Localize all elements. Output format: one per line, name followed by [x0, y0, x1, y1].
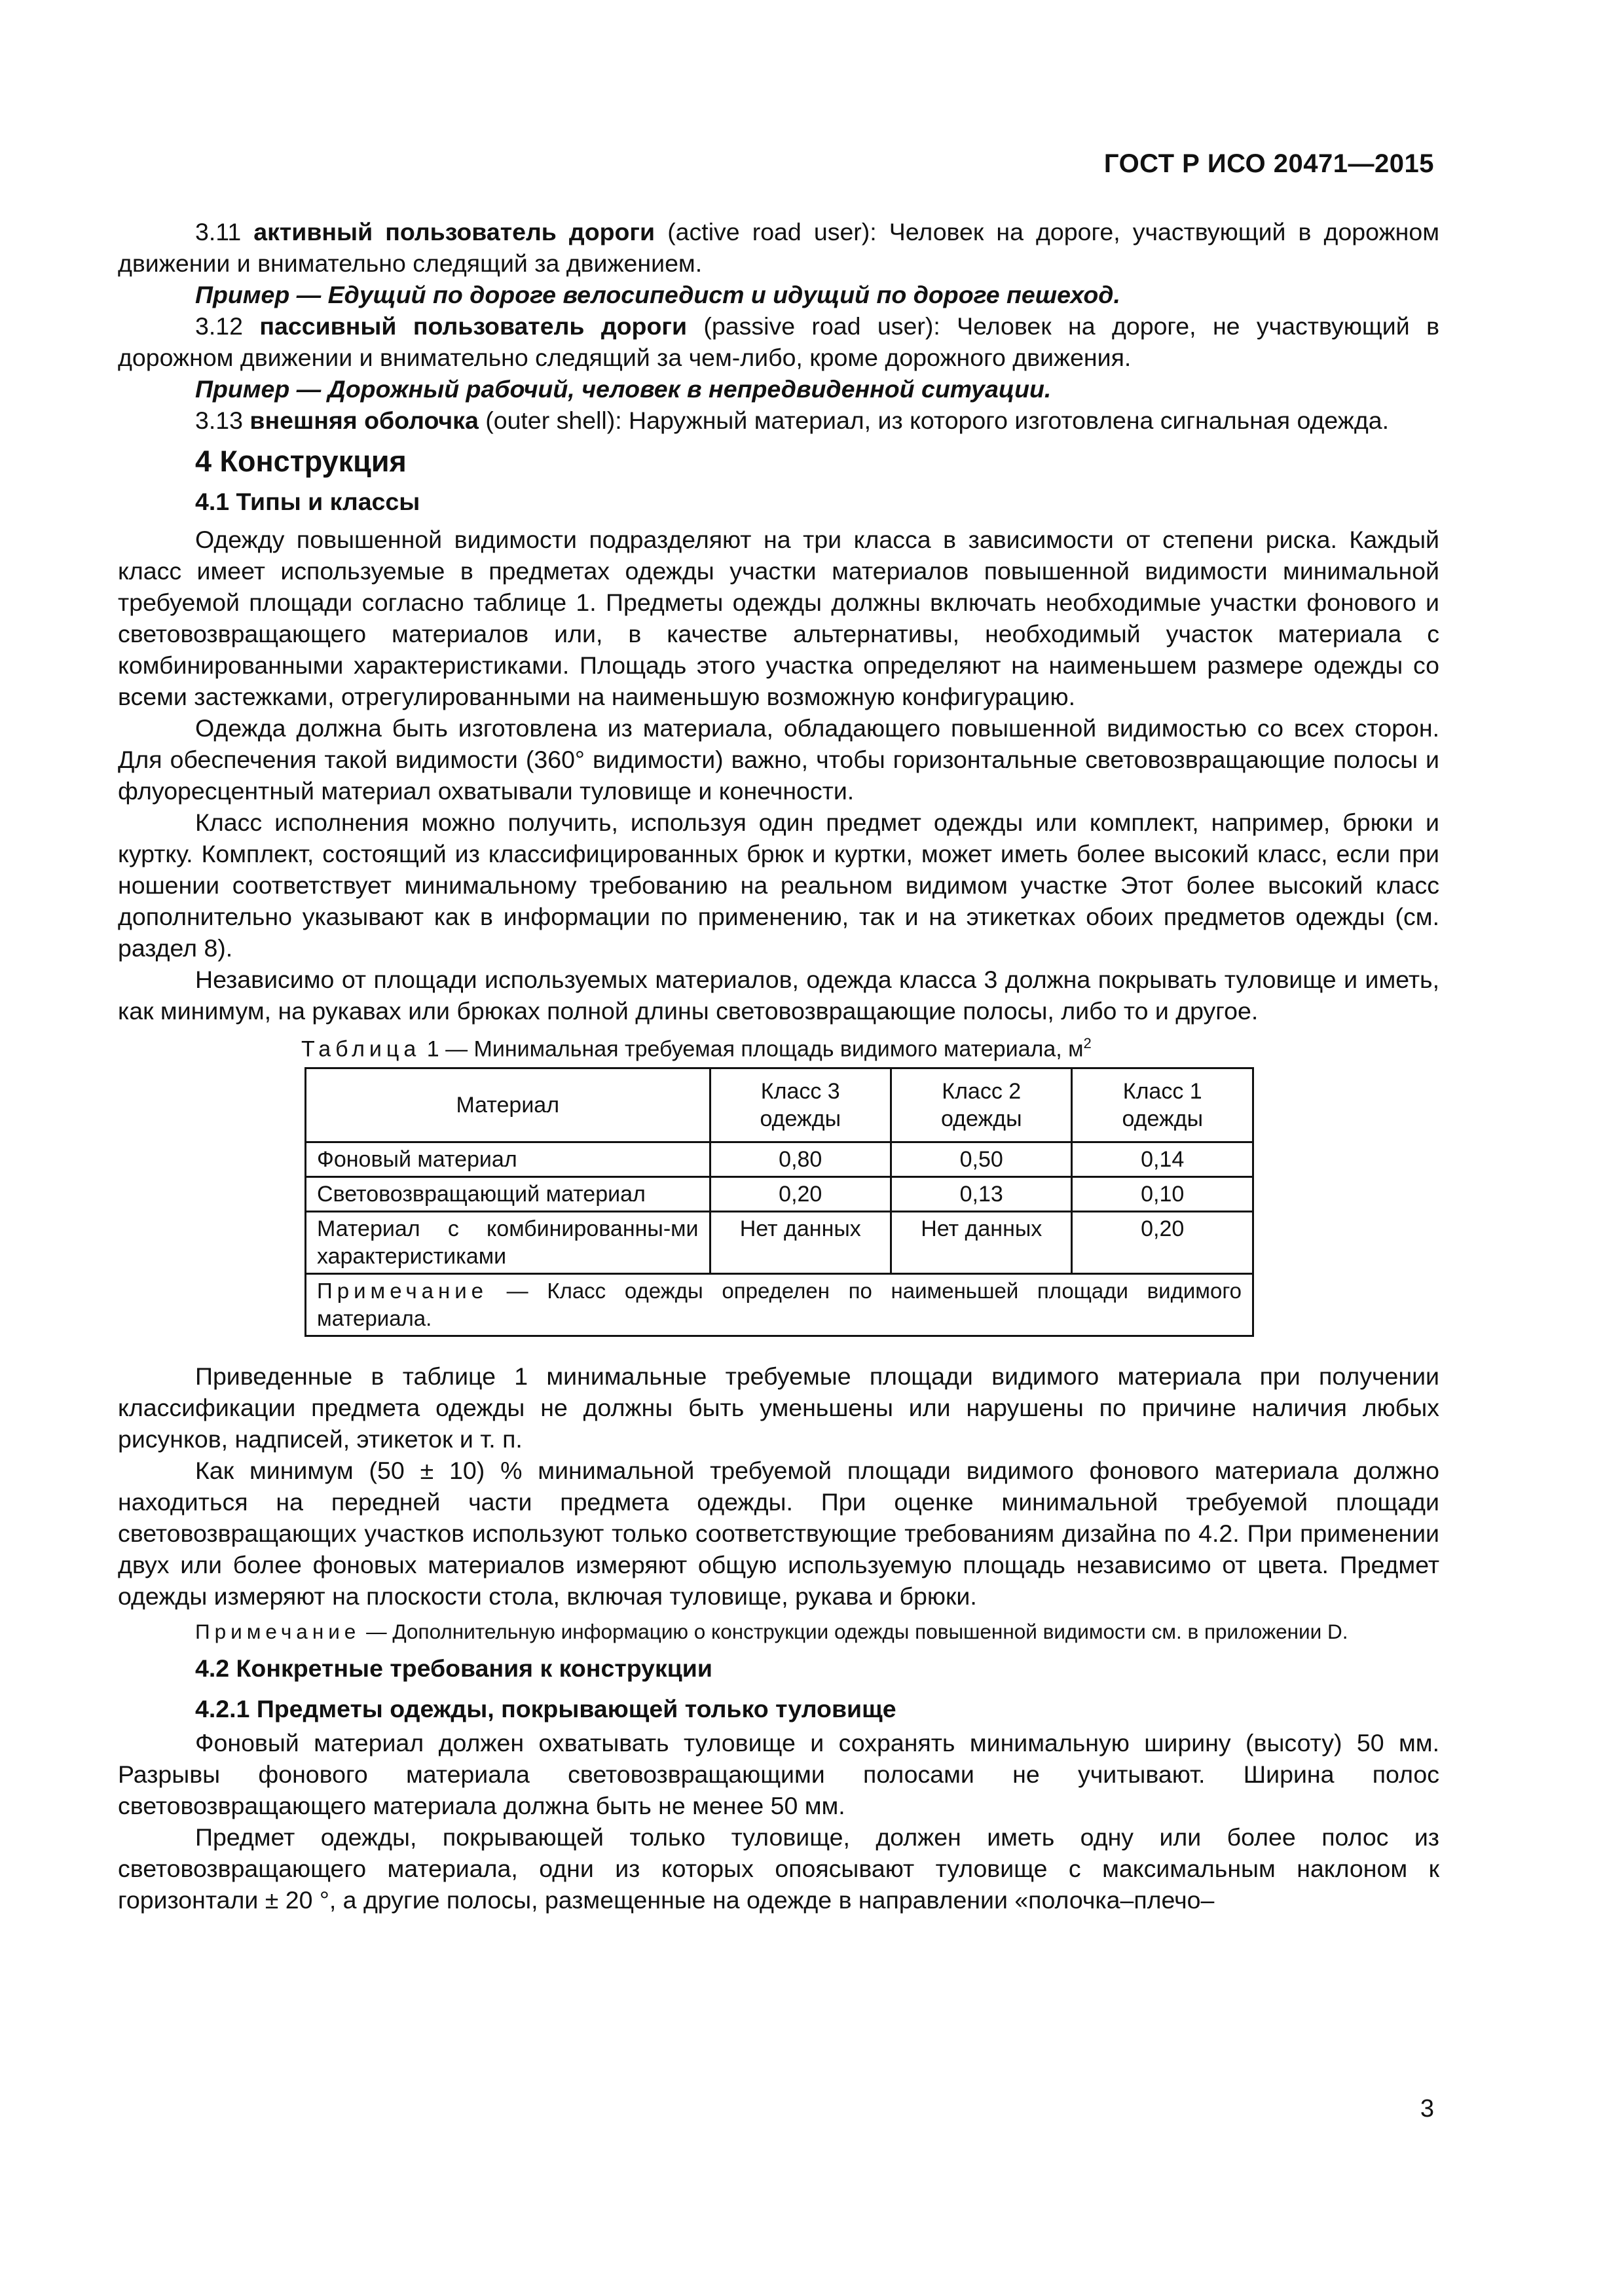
definition-text: (outer shell): Наружный материал, из которого изготовлена сигнальная одежда.: [478, 407, 1390, 434]
example-3-12: Пример — Дорожный рабочий, человек в непредвиденной ситуации.: [195, 375, 1052, 403]
table-cell: Нет данных: [710, 1212, 891, 1274]
table-cell: Световозвращающий материал: [306, 1177, 710, 1212]
table-cell: 0,80: [710, 1142, 891, 1177]
definition-text: (passive road user): Человек на дороге, не участвующий в дорожном движении и внимательно следящий за чем-либо, кроме дорожного движения.: [118, 312, 1439, 371]
definition-term: активный пользователь дороги: [253, 218, 655, 246]
table-row: [306, 1212, 1253, 1274]
table-cell: Нет данных: [891, 1212, 1072, 1274]
definition-3-11: [118, 216, 1439, 279]
table-caption-superscript: 2: [1083, 1035, 1092, 1051]
table-cell: 0,20: [1072, 1212, 1253, 1274]
table-cell: 0,10: [1072, 1177, 1253, 1212]
paragraph: Одежду повышенной видимости подразделяют на три класса в зависимости от степени риска. Каждый класс имеет используемые в предметах одежды участки материалов повышенной видимости минимальной требуемой площади согласно таблице 1. Предметы одежды должны включать необходимые участки фонового и световозвращающего материалов или, в качестве альтернативы, необходимый участок материала с комбинированными характеристиками. Площадь этого участка определяют на наименьшем размере одежды со всеми застежками, отрегулированными на наименьшую возможную конфигурацию.: [118, 526, 1439, 710]
standard-header: ГОСТ Р ИСО 20471—2015: [1103, 149, 1434, 178]
header-class-2: Класс 2 одежды: [891, 1068, 1072, 1142]
definition-term: внешняя оболочка: [249, 407, 479, 434]
table-note: [306, 1274, 1253, 1336]
paragraph: Класс исполнения можно получить, используя один предмет одежды или комплект, например, брюки и куртку. Комплект, состоящий из классифицированных брюк и куртки, может иметь более высокий класс, если при ношении соответствует минимальному требованию на реальном видимом участке Этот более высокий класс дополнительно указывают как в информации по применению, так и на этикетках обоих предметов одежды (см. раздел 8).: [118, 809, 1439, 962]
paragraph: Фоновый материал должен охватывать туловище и сохранять минимальную ширину (высоту) 50 мм. Разрывы фонового материала световозвращающими полосами не учитывают. Ширина полос световозвращающего материала должна быть не менее 50 мм.: [118, 1729, 1439, 1820]
paragraph: Приведенные в таблице 1 минимальные требуемые площади видимого материала при получении классификации предмета одежды не должны быть уменьшены или нарушены по причине наличия любых рисунков, надписей, этикеток и т. п.: [118, 1362, 1439, 1453]
section-4-2-title: 4.2 Конкретные требования к конструкции: [195, 1654, 712, 1683]
definition-text: (active road user): Человек на дороге, участвующий в дорожном движении и внимательно следящий за движением.: [118, 218, 1440, 277]
page-number: 3: [1420, 2095, 1434, 2123]
note-label: Примечание: [317, 1279, 489, 1303]
paragraph: Независимо от площади используемых материалов, одежда класса 3 должна покрывать туловище и иметь, как минимум, на рукавах или брюках полной длины световозвращающие полосы, либо то и другое.: [118, 966, 1439, 1025]
table-cell: 0,14: [1072, 1142, 1253, 1177]
definition-number: 3.11: [195, 218, 242, 246]
table-cell: 0,20: [710, 1177, 891, 1212]
note-label: Примечание: [195, 1620, 361, 1644]
note-text: — Класс одежды определен по наименьшей площади видимого материала.: [317, 1279, 1242, 1331]
paragraph: Как минимум (50 ± 10) % минимальной требуемой площади видимого фонового материала должно находиться на передней части предмета одежды. При оценке минимальной требуемой площади световозвращающих участков используют только соответствующие требованиям дизайна по 4.2. При применении двух или более фоновых материалов измеряют общую используемую площадь независимо от цвета. Предмет одежды измеряют на плоскости стола, включая туловище, рукава и брюки.: [118, 1457, 1439, 1611]
table-cell: Фоновый материал: [306, 1142, 710, 1177]
table-cell: 0,50: [891, 1142, 1072, 1177]
header-material: Материал: [306, 1068, 710, 1142]
table-cell: 0,13: [891, 1177, 1072, 1212]
header-class-1: Класс 1 одежды: [1072, 1068, 1253, 1142]
example-3-11: Пример — Едущий по дороге велосипедист и идущий по дороге пешеход.: [195, 281, 1120, 308]
table-header-row: [306, 1068, 1253, 1142]
section-4-2-1-title: 4.2.1 Предметы одежды, покрывающей только туловище: [195, 1695, 896, 1723]
header-class-3: Класс 3 одежды: [710, 1068, 891, 1142]
table-1: [304, 1067, 1254, 1337]
section-4-1-title: 4.1 Типы и классы: [195, 488, 420, 515]
table-cell: Материал с комбинированны-ми характеристиками: [306, 1212, 710, 1274]
definition-term: пассивный пользователь дороги: [259, 312, 688, 340]
note-text: — Дополнительную информацию о конструкции одежды повышенной видимости см. в приложении D.: [360, 1620, 1348, 1644]
section-4-title: 4 Конструкция: [195, 445, 407, 478]
paragraph: Предмет одежды, покрывающей только туловище, должен иметь одну или более полос из световозвращающего материала, одни из которых опоясывают туловище с максимальным наклоном к горизонтали ± 20 °, а другие полосы, размещенные на одежде в направлении «полочка–плечо–: [118, 1823, 1439, 1914]
paragraph: Одежда должна быть изготовлена из материала, обладающего повышенной видимостью со всех сторон. Для обеспечения такой видимости (360° видимости) важно, чтобы горизонтальные световозвращающие полосы и флуоресцентный материал охватывали туловище и конечности.: [118, 714, 1439, 805]
table-row: [306, 1142, 1253, 1177]
table-1-caption: [301, 1029, 1439, 1063]
table-caption-label: Таблица: [301, 1036, 421, 1062]
page-content: [118, 216, 1439, 1916]
definition-number: 3.13: [195, 407, 243, 434]
table-row: [306, 1177, 1253, 1212]
note: [118, 1617, 1439, 1646]
definition-3-13: [118, 405, 1439, 436]
table-note-row: [306, 1274, 1253, 1336]
definition-3-12: [118, 310, 1439, 373]
definition-number: 3.12: [195, 312, 243, 340]
table-caption-text: 1 — Минимальная требуемая площадь видимого материала, м: [420, 1036, 1084, 1062]
